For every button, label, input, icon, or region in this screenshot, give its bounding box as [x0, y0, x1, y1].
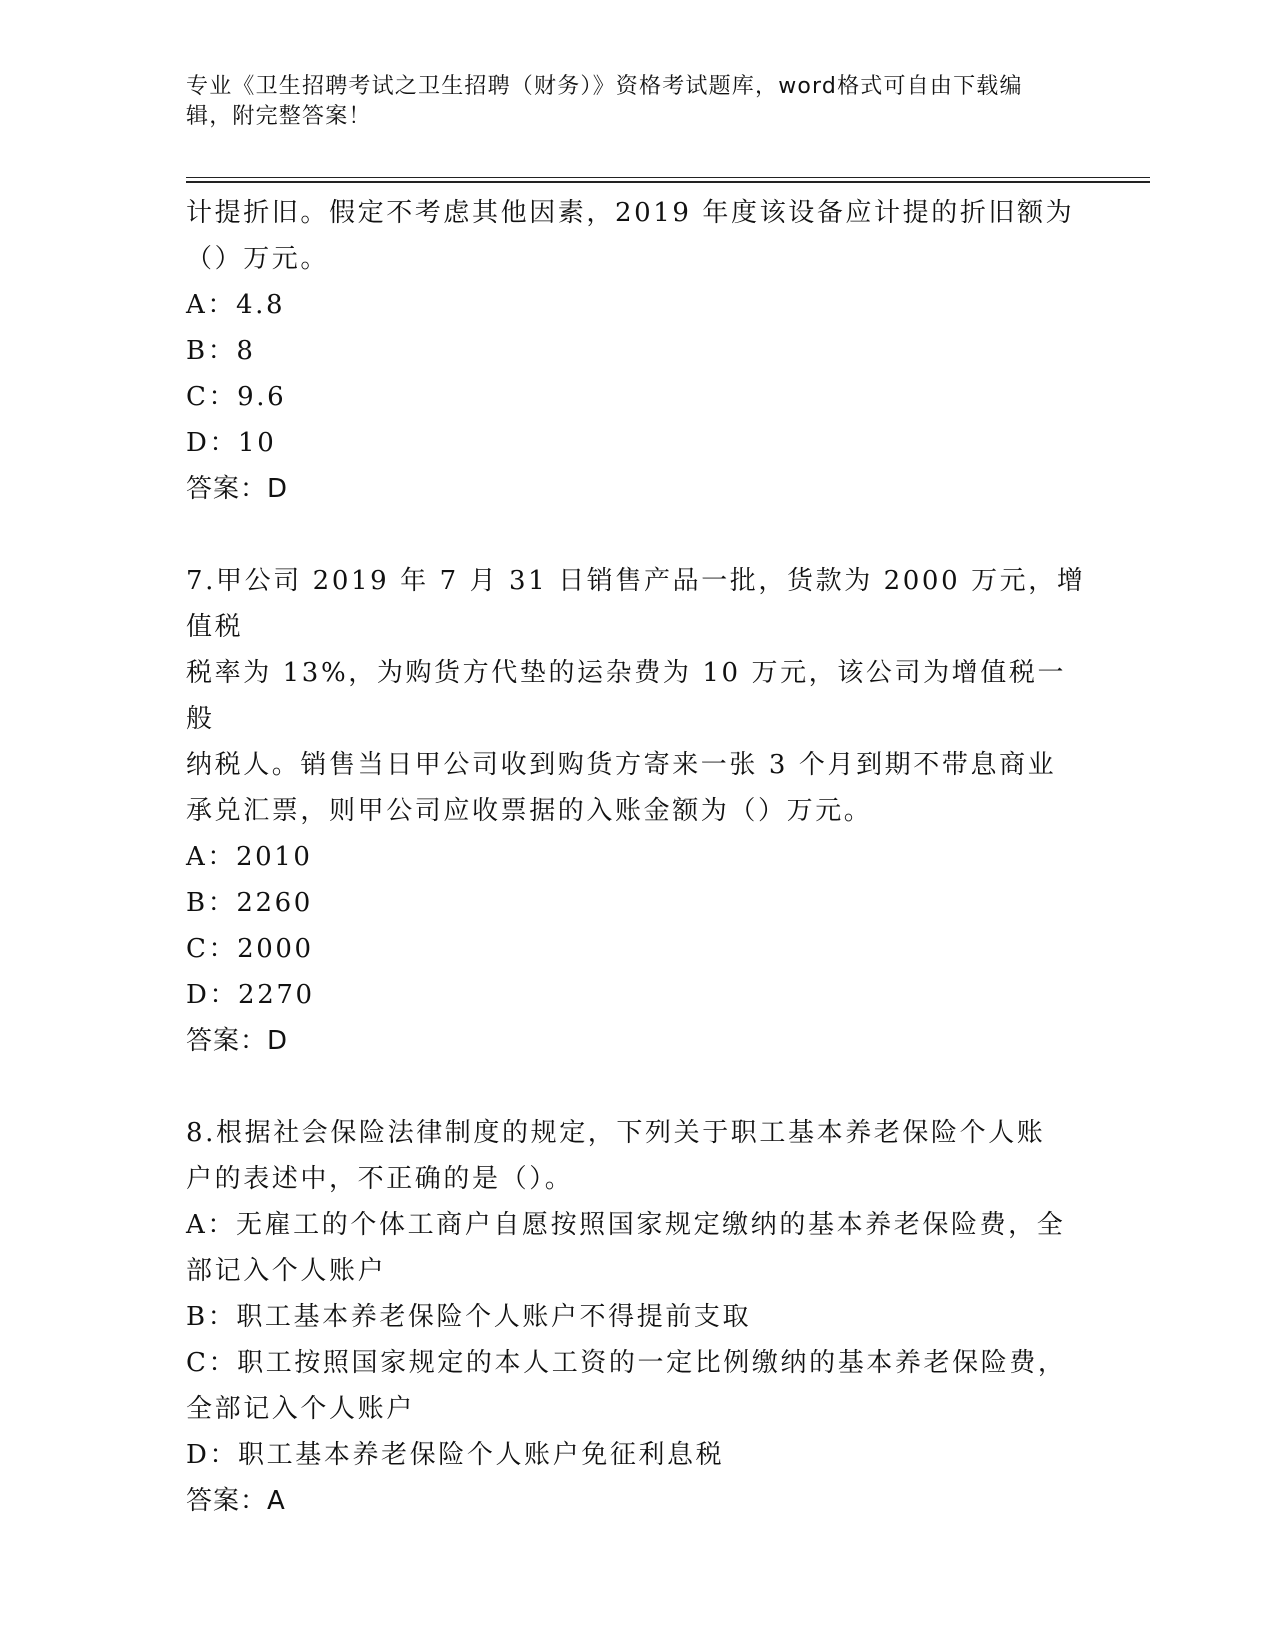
- option-key: A：: [186, 1210, 236, 1240]
- question-list: [186, 190, 1086, 1524]
- option-key: C：: [186, 1348, 238, 1378]
- option-text: 4.8: [235, 290, 286, 320]
- question-stem-line: 承兑汇票，则甲公司应收票据的入账金额为（）万元。: [186, 796, 873, 826]
- option-text: 2260: [236, 888, 313, 918]
- option-b: [186, 880, 1086, 926]
- option-key: A：: [186, 290, 236, 320]
- question-stem-line: 户的表述中，不正确的是（）。: [186, 1164, 574, 1194]
- option-key: D：: [186, 428, 239, 458]
- question-stem-line: 8.根据社会保险法律制度的规定，下列关于职工基本养老保险个人账: [186, 1118, 1046, 1148]
- question-stem-line: 7.甲公司 2019 年 7 月 31 日销售产品一批，货款为 2000 万元，增值税: [186, 566, 1086, 642]
- option-text: 职工基本养老保险个人账户不得提前支取: [236, 1302, 752, 1332]
- option-text: 2270: [238, 980, 315, 1010]
- question-stem-line: 计提折旧。假定不考虑其他因素，2019 年度该设备应计提的折旧额为: [186, 198, 1075, 228]
- option-text: 2000: [237, 934, 314, 964]
- option-d: [186, 1432, 1086, 1478]
- answer: 答案：A: [186, 1486, 286, 1516]
- question-8: [186, 1110, 1086, 1524]
- option-b: [186, 328, 1086, 374]
- question-stem-line: （）万元。: [186, 244, 330, 274]
- option-key: C：: [186, 382, 238, 412]
- spacer: [186, 512, 1086, 558]
- question-6: [186, 190, 1086, 512]
- option-c: [186, 374, 1086, 420]
- question-7: [186, 558, 1086, 1064]
- option-key: B：: [186, 888, 237, 918]
- answer: 答案：D: [186, 474, 289, 504]
- option-c-continued: 全部记入个人账户: [186, 1394, 415, 1424]
- option-key: A：: [186, 842, 236, 872]
- option-c: [186, 1340, 1086, 1386]
- option-text: 9.6: [237, 382, 287, 412]
- option-key: D：: [186, 980, 239, 1010]
- header-divider-thick: [186, 181, 1150, 183]
- option-text: 2010: [235, 842, 313, 872]
- option-text: 职工按照国家规定的本人工资的一定比例缴纳的基本养老保险费，: [237, 1348, 1067, 1378]
- header-text: 专业《卫生招聘考试之卫生招聘（财务）》资格考试题库，word格式可自由下载编辑，附完整答案！: [186, 74, 1023, 129]
- option-b: [186, 1294, 1086, 1340]
- option-text: 职工基本养老保险个人账户免征利息税: [238, 1440, 725, 1470]
- option-c: [186, 926, 1086, 972]
- option-text: 8: [236, 336, 256, 366]
- option-text: 无雇工的个体工商户自愿按照国家规定缴纳的基本养老保险费，全: [235, 1210, 1066, 1240]
- option-d: [186, 420, 1086, 466]
- document-header: [186, 72, 1066, 132]
- question-stem-line: 税率为 13%，为购货方代垫的运杂费为 10 万元，该公司为增值税一般: [186, 658, 1067, 734]
- spacer: [186, 1064, 1086, 1110]
- option-a: [186, 1202, 1086, 1248]
- option-d: [186, 972, 1086, 1018]
- option-text: 10: [238, 428, 277, 458]
- answer: 答案：D: [186, 1026, 289, 1056]
- option-key: D：: [186, 1440, 239, 1470]
- option-a: [186, 282, 1086, 328]
- option-a: [186, 834, 1086, 880]
- question-stem-line: 纳税人。销售当日甲公司收到购货方寄来一张 3 个月到期不带息商业: [186, 750, 1057, 780]
- option-a-continued: 部记入个人账户: [186, 1256, 387, 1286]
- header-divider-thin: [186, 177, 1150, 178]
- option-key: B：: [186, 1302, 237, 1332]
- option-key: C：: [186, 934, 238, 964]
- option-key: B：: [186, 336, 237, 366]
